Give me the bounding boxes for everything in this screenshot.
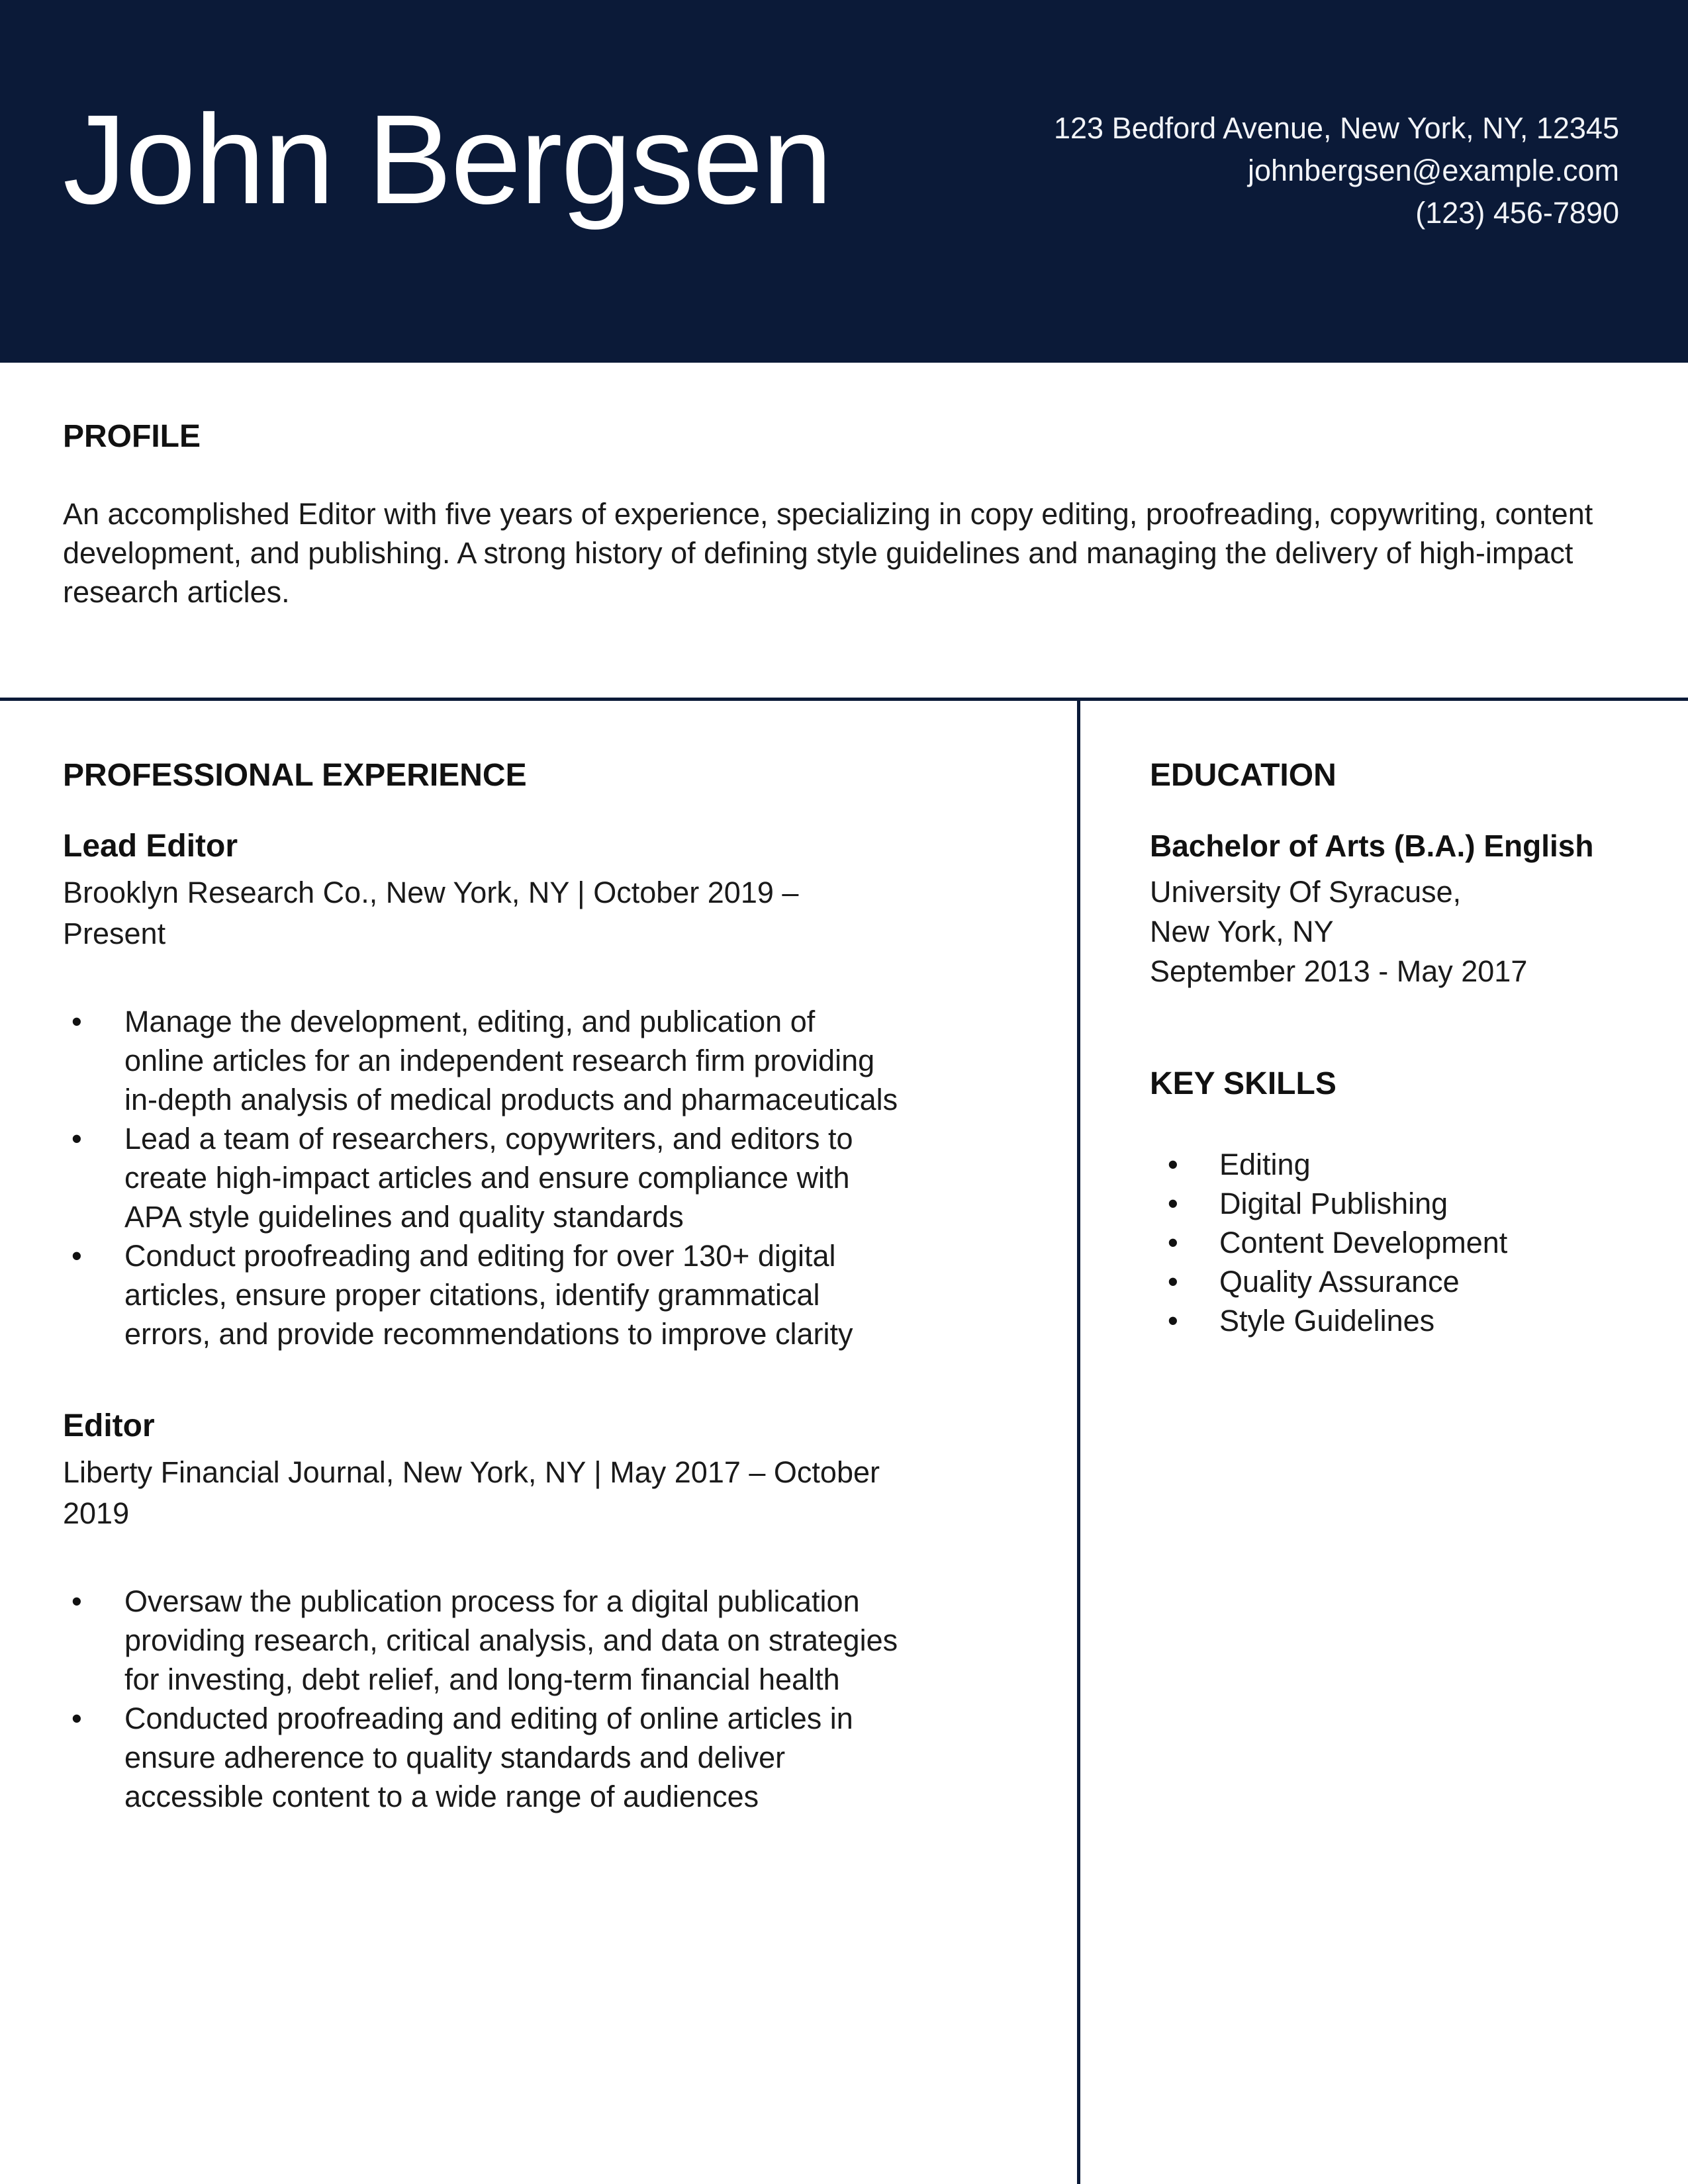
education-degree: Bachelor of Arts (B.A.) English (1150, 829, 1594, 863)
job-bullet: • Conducted proofreading and editing of online articles in ensure adherence to quality standards and deliver accessible content to a wide range of audiences (63, 1699, 899, 1816)
job-bullet-list (63, 1582, 1017, 1816)
skill-item: • Content Development (1150, 1223, 1635, 1262)
job-meta-line: Brooklyn Research Co., New York, NY | October 2019 – (63, 876, 799, 909)
job-entry-editor (63, 1408, 1017, 1816)
education-dates: September 2013 - May 2017 (1150, 954, 1528, 988)
contact-phone: (123) 456-7890 (1415, 196, 1619, 230)
job-meta-line: Present (63, 917, 166, 950)
person-name: John Bergsen (63, 88, 831, 230)
contact-email: johnbergsen@example.com (1248, 154, 1619, 187)
skill-item: • Style Guidelines (1150, 1301, 1635, 1340)
job-bullet-list (63, 1002, 1017, 1353)
skill-item: • Editing (1150, 1145, 1635, 1184)
experience-column (0, 701, 1080, 2184)
job-title: Lead Editor (63, 829, 238, 864)
contact-block (1054, 107, 1619, 234)
skill-item: • Quality Assurance (1150, 1262, 1635, 1301)
job-bullet: • Manage the development, editing, and publication of online articles for an independent research firm providing in-depth analysis of medical products and pharmaceuticals (63, 1002, 899, 1119)
job-bullet: • Conduct proofreading and editing for over 130+ digital articles, ensure proper citations, identify grammatical errors, and provide recommendations to improve clarity (63, 1236, 899, 1353)
education-skills-column (1080, 701, 1688, 2184)
skills-list (1150, 1145, 1635, 1340)
job-title: Editor (63, 1408, 155, 1443)
skill-item: • Digital Publishing (1150, 1184, 1635, 1223)
job-meta (63, 1452, 1017, 1534)
education-heading: EDUCATION (1150, 758, 1336, 793)
education-location: New York, NY (1150, 915, 1334, 948)
job-meta (63, 872, 1017, 954)
two-column-body (0, 698, 1688, 2184)
profile-heading: PROFILE (63, 419, 201, 454)
header (0, 0, 1688, 363)
job-meta-line: 2019 (63, 1496, 130, 1530)
job-entry-lead-editor (63, 828, 1017, 1353)
key-skills-heading: KEY SKILLS (1150, 1066, 1336, 1101)
job-bullet: • Oversaw the publication process for a digital publication providing research, critical analysis, and data on strategies for investing, debt relief, and long-term financial health (63, 1582, 899, 1699)
profile-section (0, 363, 1688, 698)
profile-summary: An accomplished Editor with five years of experience, specializing in copy editing, proofreading, copywriting, content development, and publishing. A strong history of defining style guidelines and managing the delivery of high-impact research articles. (63, 497, 1593, 609)
education-school: University Of Syracuse, (1150, 875, 1462, 909)
contact-address: 123 Bedford Avenue, New York, NY, 12345 (1054, 111, 1619, 145)
job-bullet: • Lead a team of researchers, copywriters, and editors to create high-impact articles and ensure compliance with APA style guidelines and quality standards (63, 1119, 899, 1236)
experience-heading: PROFESSIONAL EXPERIENCE (63, 758, 527, 793)
job-meta-line: Liberty Financial Journal, New York, NY | May 2017 – October (63, 1455, 880, 1489)
